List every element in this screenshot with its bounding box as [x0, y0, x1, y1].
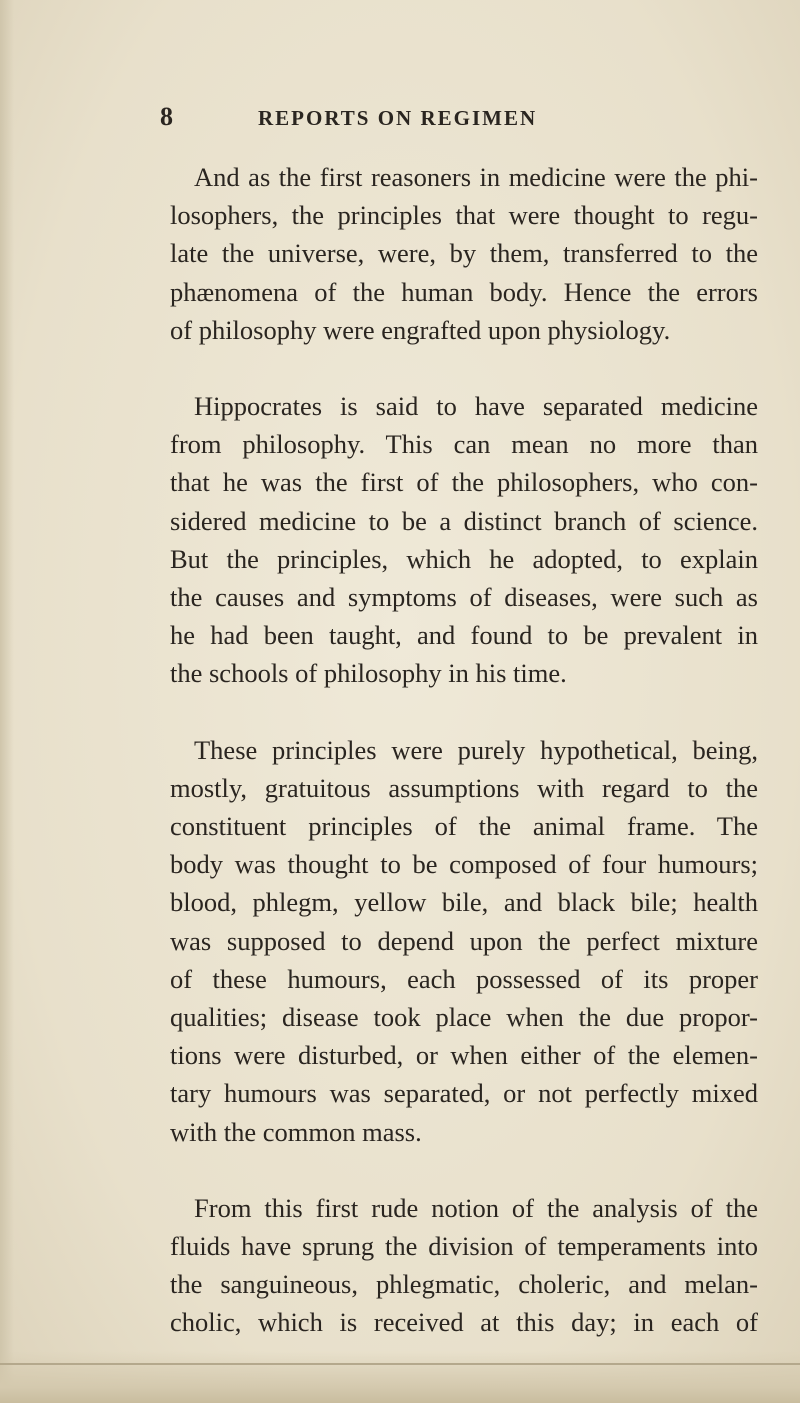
paragraph-4 [170, 1189, 778, 1342]
text-line: was supposed to depend upon the perfect mixture [170, 925, 758, 956]
paragraph-1 [170, 158, 778, 349]
text-line: body was thought to be composed of four humours; [170, 849, 758, 880]
running-head-title: REPORTS ON REGIMEN [258, 106, 538, 130]
text-line: that he was the first of the philosophers, who con- [170, 467, 758, 498]
text-line: of philosophy were engrafted upon physiology. [170, 314, 671, 345]
running-head [160, 102, 800, 132]
page-left-edge [0, 0, 14, 1403]
text-line: But the principles, which he adopted, to explain [170, 543, 758, 574]
body-text [170, 158, 778, 1380]
text-line: late the universe, were, by them, transferred to the [170, 238, 758, 269]
text-line: And as the first reasoners in medicine were the phi- [194, 162, 758, 192]
text-line: Hippocrates is said to have separated medicine [194, 391, 758, 422]
text-line: phænomena of the human body. Hence the errors [170, 276, 758, 307]
text-line: These principles were purely hypothetical, being, [194, 734, 758, 765]
text-line: constituent principles of the animal frame. The [170, 811, 758, 842]
page-bottom-edge [0, 1351, 800, 1403]
paragraph-2 [170, 387, 778, 693]
text-line: cholic, which is received at this day; in each of [170, 1307, 758, 1338]
page-bottom-rule [0, 1363, 800, 1365]
text-line: with the common mass. [170, 1116, 422, 1147]
text-line: mostly, gratuitous assumptions with regard to the [170, 772, 758, 803]
text-line: blood, phlegm, yellow bile, and black bile; health [170, 887, 758, 918]
text-line: qualities; disease took place when the due propor- [170, 1002, 758, 1033]
text-line: the sanguineous, phlegmatic, choleric, and melan- [170, 1269, 758, 1300]
text-line: the causes and symptoms of diseases, were such as [170, 582, 758, 613]
text-line: tions were disturbed, or when either of the elemen- [170, 1040, 758, 1071]
text-line: from philosophy. This can mean no more than [170, 429, 758, 460]
paragraph-3 [170, 731, 778, 1151]
text-line: of these humours, each possessed of its proper [170, 963, 758, 994]
text-line: fluids have sprung the division of temperaments into [170, 1231, 758, 1262]
page-number: 8 [160, 102, 173, 131]
text-line: sidered medicine to be a distinct branch of science. [170, 505, 758, 536]
text-line: losophers, the principles that were thought to regu- [170, 200, 758, 231]
text-line: he had been taught, and found to be prevalent in [170, 620, 758, 651]
text-line: From this first rude notion of the analysis of the [194, 1192, 758, 1223]
text-line: tary humours was separated, or not perfectly mixed [170, 1078, 758, 1109]
text-line: the schools of philosophy in his time. [170, 658, 567, 689]
